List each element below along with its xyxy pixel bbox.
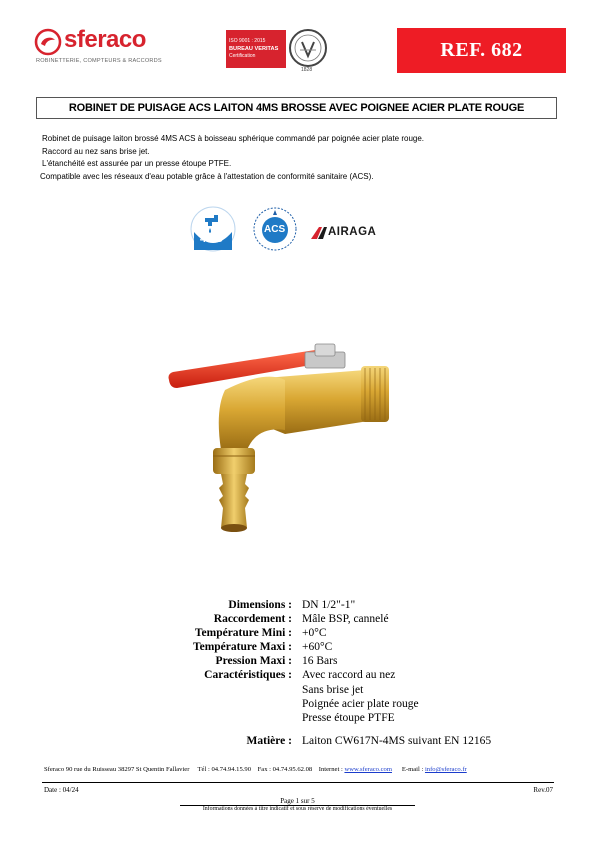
acs-label: ACS	[264, 224, 286, 235]
certification-badge	[226, 30, 326, 78]
spec-value: Poignée acier plate rouge	[302, 697, 419, 710]
specifications-table	[80, 598, 419, 725]
material-value: Laiton CW617N-4MS suivant EN 12165	[302, 735, 492, 747]
spec-label: Pression Maxi :	[215, 655, 292, 668]
airaga-label: AIRAGA	[328, 226, 377, 238]
faucet-drop-icon	[190, 206, 236, 252]
disclaimer: Informations données à titre indicatif et sous réserve de modifications éventuelles	[202, 806, 393, 812]
spec-value: DN 1/2"-1"	[302, 599, 356, 611]
spec-value: Presse étoupe PTFE	[302, 711, 395, 724]
spec-label: Température Maxi :	[192, 641, 292, 654]
document-revision: Rev.07	[533, 786, 553, 794]
spec-label: Température Mini :	[194, 627, 292, 640]
reference-box: REF. 682	[397, 28, 566, 73]
sferaco-swirl-icon	[34, 28, 62, 56]
website-link[interactable]: www.sferaco.com	[344, 766, 392, 773]
spec-value: 16 Bars	[302, 655, 338, 668]
material-row	[80, 735, 491, 747]
company-fax: Fax : 04.74.95.62.08	[257, 766, 313, 773]
cert-org: BUREAU VERITAS	[229, 46, 279, 52]
page-number: Page 1 sur 5	[280, 797, 315, 805]
spec-value: Sans brise jet	[302, 683, 364, 696]
description-line: L'étanchéité est assurée par un presse étoupe PTFE.	[42, 159, 232, 169]
brand-name: sferaco	[64, 26, 146, 53]
spec-value: +0°C	[302, 627, 327, 640]
email-link[interactable]: info@sferaco.fr	[424, 766, 467, 773]
spec-row-pression	[80, 654, 419, 668]
product-title: ROBINET DE PUISAGE ACS LAITON 4MS BROSSE AVEC POIGNEE ACIER PLATE ROUGE	[36, 97, 557, 119]
footer-divider	[42, 782, 554, 783]
spec-row-raccordement	[80, 612, 419, 626]
spec-label: Raccordement :	[213, 613, 292, 626]
sferaco-logo	[34, 24, 194, 74]
spec-value: Mâle BSP, cannelé	[302, 613, 389, 626]
cert-seal-year: 1828	[301, 67, 313, 73]
cert-type: Certification	[229, 53, 256, 59]
brand-tagline: ROBINETTERIE, COMPTEURS & RACCORDS	[36, 58, 162, 64]
material-label: Matière :	[246, 735, 292, 747]
internet-label: Internet :	[318, 766, 343, 773]
4ms-badge	[190, 206, 236, 252]
acs-badge	[252, 206, 298, 252]
spec-label: Caractéristiques :	[204, 669, 292, 682]
company-address: Sferaco 90 rue du Ruisseau 38297 St Quentin Fallavier	[44, 766, 190, 773]
tap-product-image	[165, 330, 395, 535]
product-description	[42, 133, 424, 183]
cert-box	[226, 30, 286, 68]
spec-row-dimensions	[80, 598, 419, 612]
company-tel: Tél : 04.74.94.15.90	[197, 766, 252, 773]
cert-iso: ISO 9001 : 2015	[229, 38, 266, 44]
description-line: Compatible avec les réseaux d'eau potable grâce à l'attestation de conformité sanitaire (ACS).	[40, 171, 374, 181]
4ms-label: 4MS	[200, 233, 223, 245]
spec-value: Avec raccord au nez	[302, 669, 396, 682]
company-contact	[44, 766, 467, 773]
description-line: Raccord au nez sans brise jet.	[42, 146, 150, 156]
document-date: Date : 04/24	[44, 786, 79, 794]
email-label: E-mail :	[401, 766, 424, 773]
spec-value: +60°C	[302, 641, 333, 654]
spec-label: Dimensions :	[228, 599, 292, 611]
spec-row-caracteristiques	[80, 668, 419, 724]
description-line: Robinet de puisage laiton brossé 4MS ACS à boisseau sphérique commandé par poignée acier plate rouge.	[42, 134, 425, 143]
spec-row-temp-maxi	[80, 640, 419, 654]
spec-row-temp-mini	[80, 626, 419, 640]
airaga-logo	[311, 222, 406, 244]
